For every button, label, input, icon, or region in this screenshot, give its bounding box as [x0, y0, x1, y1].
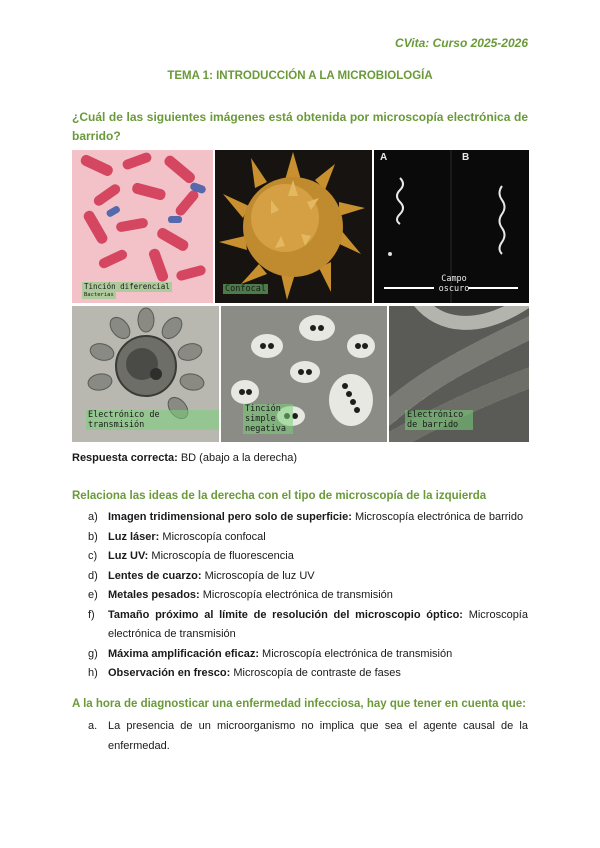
list-answer: Microscopía de contraste de fases	[230, 667, 401, 679]
image-negative-stain	[221, 306, 387, 442]
image-sem	[389, 306, 529, 442]
image-tem	[72, 306, 219, 442]
list-item	[88, 716, 528, 756]
page-title: TEMA 1: INTRODUCCIÓN A LA MICROBIOLOGÍA	[167, 70, 433, 82]
list-term: Lentes de cuarzo:	[108, 569, 202, 582]
label-confocal: Confocal	[225, 284, 266, 294]
image-confocal	[215, 150, 372, 303]
list-term: Luz UV:	[108, 550, 149, 562]
answer-1	[72, 452, 297, 464]
list-item	[88, 528, 528, 548]
list-answer: Microscopía electrónica de barrido	[351, 511, 524, 523]
course-header: CVita: Curso 2025-2026	[395, 36, 528, 50]
matching-list	[88, 508, 528, 684]
list-term: Luz láser:	[108, 530, 160, 543]
list-marker: a)	[88, 511, 98, 523]
list-marker: g)	[88, 647, 98, 660]
list-marker: b)	[88, 530, 98, 543]
list-term: Máxima amplificación eficaz:	[108, 647, 259, 660]
list-marker: f)	[88, 608, 95, 621]
list-item	[88, 645, 528, 665]
list-item	[88, 606, 528, 645]
list-marker: a.	[88, 720, 98, 732]
list-answer: Microscopía de fluorescencia	[148, 550, 294, 562]
sublabel-differential-stain: Bacterias	[84, 292, 114, 298]
list-answer: Microscopía electrónica de transmisión	[199, 589, 393, 601]
question-2: Relaciona las ideas de la derecha con el tipo de microscopía de la izquierda	[72, 490, 487, 502]
list-term: Metales pesados:	[108, 589, 200, 601]
list-answer: Microscopía electrónica de transmisión	[108, 608, 528, 640]
list-item	[88, 586, 528, 606]
label-panel-a: A	[380, 152, 388, 163]
label-sem: Electrónico de barrido	[405, 410, 473, 430]
answer-label: Respuesta correcta:	[72, 452, 178, 464]
label-negative-stain: Tinción simple negativa	[243, 404, 293, 434]
label-dark-field: Campo oscuro	[438, 274, 470, 294]
list-term: Imagen tridimensional pero solo de superficie:	[108, 511, 352, 523]
list-marker: e)	[88, 589, 98, 601]
question-3: A la hora de diagnosticar una enfermedad infecciosa, hay que tener en cuenta que:	[72, 698, 526, 710]
considerations-list	[88, 716, 528, 756]
microscopy-image-grid	[72, 150, 529, 442]
list-item	[88, 567, 528, 587]
list-answer: Microscopía de luz UV	[201, 569, 315, 582]
answer-text: BD (abajo a la derecha)	[177, 452, 298, 464]
list-term: Tamaño próximo al límite de resolución del microscopio óptico:	[108, 608, 463, 621]
image-differential-stain	[72, 150, 213, 303]
image-dark-field	[374, 150, 529, 303]
list-answer: Microscopía confocal	[159, 530, 266, 543]
label-tem: Electrónico de transmisión	[86, 410, 219, 430]
question-1: ¿Cuál de las siguientes imágenes está obtenida por microscopía electrónica de barrido?	[72, 110, 528, 143]
list-item	[88, 508, 528, 528]
label-panel-b: B	[462, 152, 470, 163]
list-marker: d)	[88, 569, 98, 582]
list-answer: Microscopía electrónica de transmisión	[259, 647, 453, 660]
list-marker: c)	[88, 550, 98, 562]
list-item	[88, 664, 528, 684]
list-item	[88, 547, 528, 567]
list-term: Observación en fresco:	[108, 667, 231, 679]
list-text: La presencia de un microorganismo no implica que sea el agente causal de la enfermedad.	[108, 720, 528, 752]
list-marker: h)	[88, 667, 98, 679]
label-differential-stain: Tinción diferencial	[84, 282, 170, 291]
